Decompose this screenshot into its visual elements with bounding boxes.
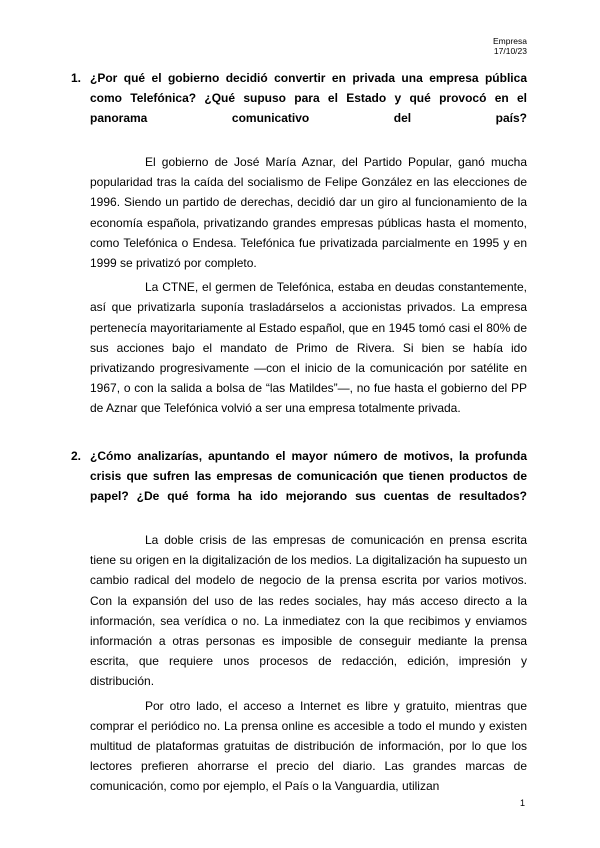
answer-paragraph: El gobierno de José María Aznar, del Partido Popular, ganó mucha popularidad tras la caída del socialismo de Felipe González en las elecciones de 1996. Siendo un partido de derechas, decidió dar un giro al funcionamiento de la economía española, privatizando grandes empresas públicas hasta el momento, como Telefónica o Endesa. Telefónica fue privatizada parcialmente en 1995 y en 1999 se privatizó por completo. — [90, 155, 527, 271]
header-date: 17/10/23 — [493, 46, 527, 56]
answer-paragraph: La doble crisis de las empresas de comunicación en prensa escrita tiene su origen en la digitalización de los medios. La digitalización ha supuesto un cambio radical del modelo de negocio de la prensa escrita por varios motivos. Con la expansión del uso de las redes sociales, hay más acceso directo a la información, sea verídica o no. La inmediatez con la que recibimos y enviamos información a otras personas es imposible de conseguir mediante la prensa escrita, que requiere unos procesos de redacción, edición, impresión y distribución. — [90, 533, 527, 689]
question-title: ¿Por qué el gobierno decidió convertir en privada una empresa pública como Telefónica? ¿Qué supuso para el Estado y qué provocó en el panorama comunicativo del país? — [90, 71, 527, 125]
question-number: 1. — [71, 71, 82, 85]
page-header — [493, 36, 527, 56]
question-2 — [71, 446, 527, 797]
page-number: 1 — [519, 798, 525, 808]
question-title: ¿Cómo analizarías, apuntando el mayor número de motivos, la profunda crisis que sufren las empresas de comunicación que tienen productos de papel? ¿De qué forma ha ido mejorando sus cuentas de resultados? — [90, 449, 527, 503]
answer-body — [71, 530, 527, 797]
answer-body — [71, 152, 527, 419]
question-number: 2. — [71, 449, 82, 463]
question-1 — [71, 68, 527, 419]
answer-paragraph: Por otro lado, el acceso a Internet es libre y gratuito, mientras que comprar el periódico no. La prensa online es accesible a todo el mundo y existen multitud de plataformas gratuitas de distribución de información, por lo que los lectores prefieren ahorrarse el precio del diario. Las grandes marcas de comunicación, como por ejemplo, el País o la Vanguardia, utilizan — [90, 698, 527, 794]
header-label: Empresa — [492, 36, 527, 46]
answer-paragraph: La CTNE, el germen de Telefónica, estaba en deudas constantemente, así que privatizarla suponía trasladárselos a accionistas privados. La empresa pertenecía mayoritariamente al Estado español, que en 1945 tomó casi el 80% de sus acciones bajo el mandato de Primo de Rivera. Si bien se había ido privatizando progresivamente —con el inicio de la comunicación por satélite en 1967, o con la salida a bolsa de “las Matildes”—, no fue hasta el gobierno del PP de Aznar que Telefónica volvió a ser una empresa totalmente privada. — [90, 280, 527, 416]
